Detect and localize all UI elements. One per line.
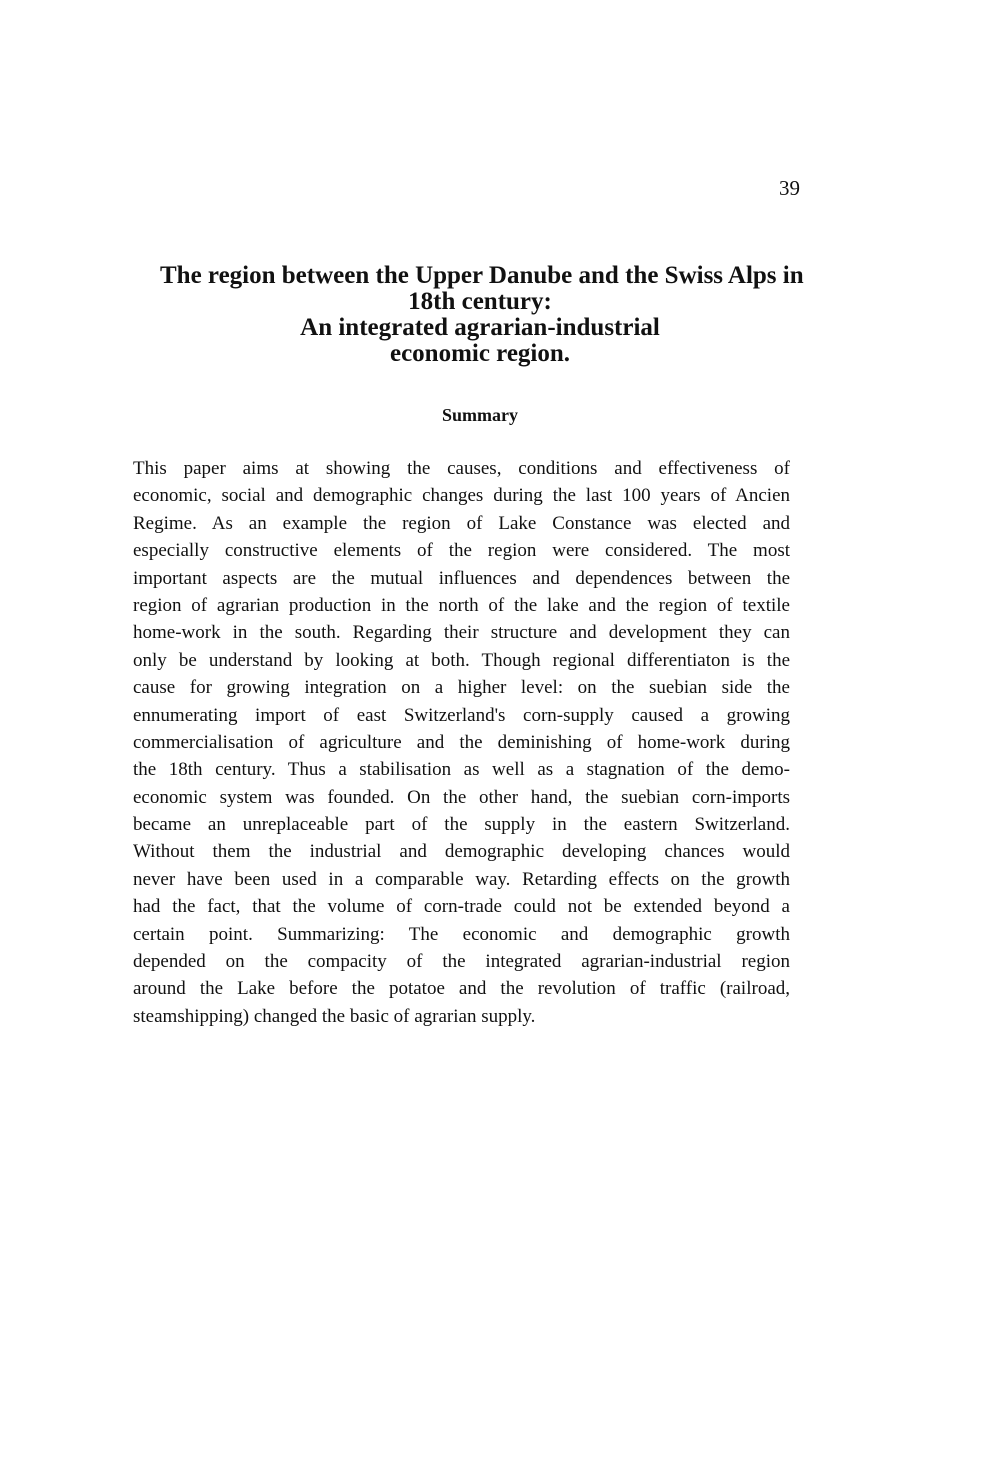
- summary-line: became an unreplaceable part of the supply in the eastern Switzerland.: [133, 814, 790, 836]
- summary-line: the 18th century. Thus a stabilisation as well as a stagnation of the demo-: [133, 759, 790, 781]
- title-line: The region between the Upper Danube and the Swiss Alps in: [160, 262, 804, 289]
- summary-line: certain point. Summarizing: The economic and demographic growth: [133, 923, 790, 945]
- summary-paragraph: [133, 455, 790, 1030]
- summary-line: had the fact, that the volume of corn-trade could not be extended beyond a: [133, 896, 790, 918]
- page-number: 39: [779, 176, 800, 200]
- summary-line: around the Lake before the potatoe and the revolution of traffic (railroad,: [133, 978, 790, 1000]
- summary-line: economic system was founded. On the other hand, the suebian corn-imports: [133, 786, 790, 808]
- summary-line: region of agrarian production in the north of the lake and the region of textile: [133, 594, 790, 616]
- summary-line: especially constructive elements of the region were considered. The most: [133, 540, 790, 562]
- title-line: economic region.: [389, 340, 571, 367]
- summary-line: ennumerating import of east Switzerland's corn-supply caused a growing: [133, 704, 790, 726]
- summary-line: Regime. As an example the region of Lake Constance was elected and: [133, 512, 790, 534]
- summary-line: home-work in the south. Regarding their structure and development they can: [133, 622, 790, 644]
- summary-line: economic, social and demographic changes during the last 100 years of Ancien: [133, 485, 790, 507]
- title-line: 18th century:: [408, 288, 552, 315]
- title-line: An integrated agrarian-industrial: [300, 314, 660, 341]
- summary-line: Without them the industrial and demographic developing chances would: [133, 841, 790, 863]
- summary-line: cause for growing integration on a higher level: on the suebian side the: [133, 677, 790, 699]
- summary-line: depended on the compacity of the integrated agrarian-industrial region: [133, 951, 790, 973]
- summary-heading: Summary: [442, 405, 518, 425]
- summary-line: commercialisation of agriculture and the deminishing of home-work during: [133, 731, 790, 753]
- summary-line: never have been used in a comparable way. Retarding effects on the growth: [133, 868, 790, 890]
- summary-line: important aspects are the mutual influences and dependences between the: [133, 567, 790, 589]
- summary-line: This paper aims at showing the causes, conditions and effectiveness of: [133, 458, 790, 479]
- paper-title: [160, 262, 804, 367]
- summary-line: only be understand by looking at both. Though regional differentiaton is the: [133, 649, 790, 671]
- summary-line: steamshipping) changed the basic of agrarian supply.: [133, 1005, 536, 1027]
